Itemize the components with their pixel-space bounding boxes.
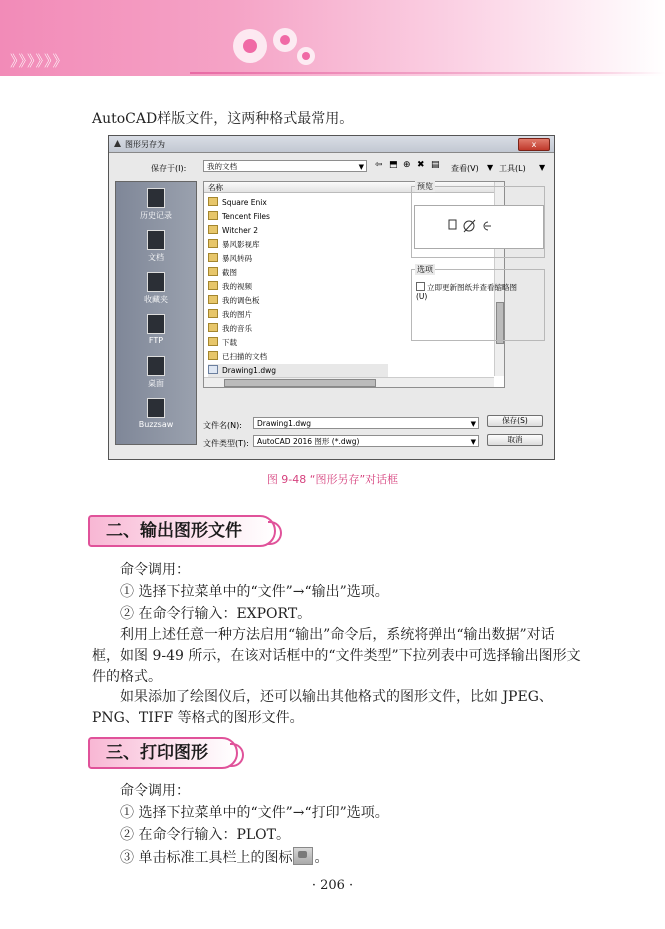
filename-label: 文件名(N):	[203, 421, 242, 430]
delete-icon[interactable]: ✖	[417, 160, 425, 170]
dialog-titlebar	[109, 136, 554, 153]
dwg-file-icon	[208, 365, 218, 374]
list-item[interactable]: Tencent Files	[208, 210, 270, 224]
place-documents[interactable]: 文档	[116, 230, 196, 263]
section-heading-export: 二、输出图形文件	[88, 515, 276, 547]
filename-value: Drawing1.dwg	[257, 419, 311, 428]
back-icon[interactable]: ⇦	[375, 160, 383, 170]
filetype-select[interactable]	[253, 435, 479, 447]
folder-icon	[208, 351, 218, 360]
folder-icon	[208, 309, 218, 318]
print-step-3-text: ③ 单击标准工具栏上的图标	[120, 850, 293, 866]
list-item[interactable]: 我的音乐	[208, 322, 252, 336]
save-in-select[interactable]	[203, 160, 367, 172]
options-label: 选项	[417, 265, 433, 274]
list-item[interactable]: 已扫描的文档	[208, 350, 267, 364]
folder-icon	[208, 295, 218, 304]
export-step-2: ② 在命令行输入：EXPORT。	[120, 606, 312, 622]
cancel-button[interactable]: 取消	[487, 434, 543, 446]
list-item[interactable]: Witcher 2	[208, 224, 258, 238]
place-ftp[interactable]: FTP	[116, 314, 196, 345]
gears-icon	[210, 16, 325, 74]
documents-icon	[147, 230, 165, 250]
column-header-name[interactable]: 名称	[204, 182, 494, 193]
list-item[interactable]: Square Enix	[208, 196, 267, 210]
place-desktop[interactable]: 桌面	[116, 356, 196, 389]
history-icon	[147, 188, 165, 208]
list-item[interactable]: 暴风影视库	[208, 238, 260, 252]
preview-label: 预览	[417, 182, 433, 191]
place-favorites[interactable]: 收藏夹	[116, 272, 196, 305]
list-item[interactable]: 我的图片	[208, 308, 252, 322]
ftp-icon	[147, 314, 165, 334]
print-step-2: ② 在命令行输入：PLOT。	[120, 827, 290, 843]
list-item-selected[interactable]: Drawing1.dwg	[208, 364, 388, 378]
list-item[interactable]: 暴风转码	[208, 252, 252, 266]
place-history[interactable]: 历史记录	[116, 188, 196, 221]
options-group	[411, 265, 545, 341]
preview-group	[411, 182, 545, 258]
filetype-label: 文件类型(T):	[203, 439, 249, 448]
export-step-1: ① 选择下拉菜单中的“文件”→“输出”选项。	[120, 584, 389, 600]
intro-text: AutoCAD样版文件，这两种格式最常用。	[92, 111, 354, 127]
print-step-1: ① 选择下拉菜单中的“文件”→“打印”选项。	[120, 805, 389, 821]
save-in-label: 保存于(I):	[151, 164, 187, 173]
chevron-down-icon: ▼	[470, 420, 476, 428]
preview-thumbnail	[414, 205, 544, 249]
figure-caption: 图 9-48 “图形另存”对话框	[266, 473, 399, 486]
dialog-title: 图形另存为	[125, 140, 165, 149]
favorites-icon	[147, 272, 165, 292]
print-step-3-end: 。	[314, 850, 329, 866]
chevron-down-icon: ▼	[487, 163, 494, 172]
view-menu[interactable]: 查看(V)	[451, 164, 479, 173]
list-item[interactable]: 下载	[208, 336, 237, 350]
horizontal-scrollbar[interactable]	[204, 377, 494, 387]
chevron-down-icon: ▼	[539, 163, 546, 172]
filetype-value: AutoCAD 2016 图形 (*.dwg)	[257, 437, 360, 446]
save-as-dialog	[108, 135, 555, 460]
export-paragraph-2: 如果添加了绘图仪后，还可以输出其他格式的图形文件，比如 JPEG、PNG、TIFF 等格式的图形文件。	[92, 689, 553, 726]
close-button[interactable]: x	[518, 138, 550, 151]
page-number: · 206 ·	[311, 878, 354, 893]
save-button[interactable]: 保存(S)	[487, 415, 543, 427]
list-item[interactable]: 截图	[208, 266, 237, 280]
folder-icon	[208, 281, 218, 290]
buzzsaw-icon	[147, 398, 165, 418]
folder-icon	[208, 253, 218, 262]
export-paragraph-1: 利用上述任意一种方法启用“输出”命令后，系统将弹出“输出数据”对话框，如图 9-49 所示，在该对话框中的“文件类型”下拉列表中可选择输出图形文件的格式。	[92, 627, 581, 685]
new-folder-icon[interactable]: ▤	[431, 160, 440, 170]
filename-field[interactable]	[253, 417, 479, 429]
chevron-down-icon: ▼	[470, 438, 476, 446]
folder-icon	[208, 211, 218, 220]
chevron-down-icon: ▼	[358, 163, 364, 171]
app-icon	[114, 140, 121, 147]
print-step-3	[120, 847, 610, 868]
folder-icon	[208, 225, 218, 234]
scroll-thumb[interactable]	[224, 379, 376, 387]
header-band	[0, 0, 665, 76]
drawing-preview-icon	[415, 206, 543, 248]
folder-icon	[208, 239, 218, 248]
checkbox[interactable]	[416, 282, 425, 291]
place-buzzsaw[interactable]: Buzzsaw	[116, 398, 196, 429]
desktop-icon	[147, 356, 165, 376]
list-item[interactable]: 我的调色板	[208, 294, 260, 308]
header-chevrons: 》》》》》》	[10, 52, 69, 70]
folder-icon	[208, 323, 218, 332]
list-item[interactable]: 我的视频	[208, 280, 252, 294]
update-thumbnail-checkbox[interactable]: 立即更新图纸并查看缩略图(U)	[416, 283, 517, 301]
print-icon	[293, 847, 313, 865]
tools-menu[interactable]: 工具(L)	[499, 164, 526, 173]
up-folder-icon[interactable]: ⬒	[389, 160, 398, 170]
folder-icon	[208, 337, 218, 346]
places-bar	[115, 181, 197, 445]
folder-icon	[208, 197, 218, 206]
section-heading-print: 三、打印图形	[88, 737, 238, 769]
save-in-value: 我的文档	[207, 162, 237, 171]
command-call-label: 命令调用：	[120, 783, 190, 799]
search-web-icon[interactable]: ⊕	[403, 160, 411, 170]
folder-icon	[208, 267, 218, 276]
command-call-label: 命令调用：	[120, 562, 190, 578]
